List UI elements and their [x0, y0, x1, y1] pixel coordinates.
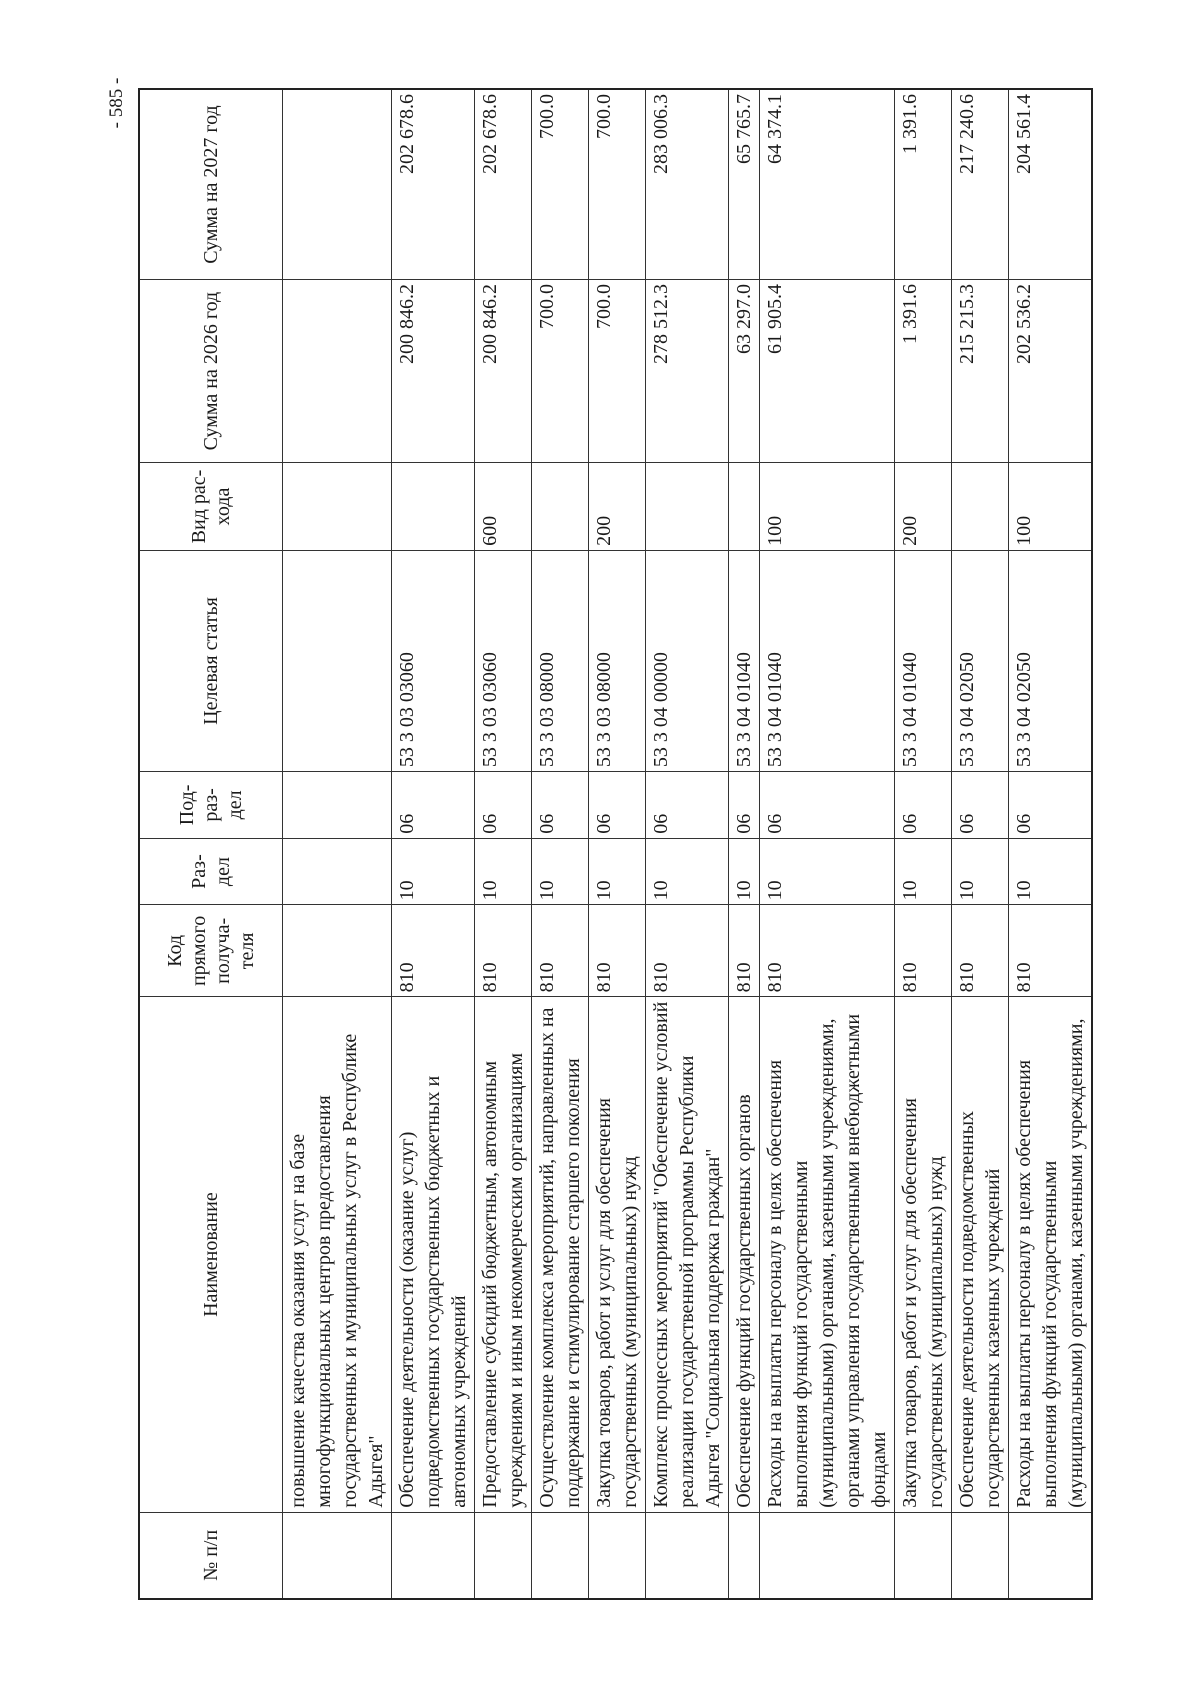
cell-name: Обеспечение функций государственных органов — [728, 997, 759, 1512]
cell-sum-2026: 215 215.3 — [951, 280, 1008, 463]
cell-subsection: 06 — [1008, 772, 1092, 839]
header-kind: Вид рас-хода — [139, 463, 282, 551]
table-row — [282, 89, 391, 1599]
cell-num — [588, 1512, 645, 1599]
cell-recipient: 810 — [728, 905, 759, 997]
cell-target: 53 3 03 08000 — [588, 550, 645, 771]
cell-kind — [645, 463, 728, 551]
table-row — [645, 89, 728, 1599]
cell-kind — [531, 463, 588, 551]
cell-section: 10 — [759, 838, 894, 905]
cell-subsection — [282, 772, 391, 839]
cell-num — [759, 1512, 894, 1599]
cell-subsection: 06 — [728, 772, 759, 839]
cell-sum-2026: 278 512.3 — [645, 280, 728, 463]
cell-num — [282, 1512, 391, 1599]
cell-recipient: 810 — [894, 905, 951, 997]
cell-sum-2027: 65 765.7 — [728, 89, 759, 280]
cell-name: Обеспечение деятельности подведомственных государственных казенных учреждений — [951, 997, 1008, 1512]
cell-subsection: 06 — [474, 772, 531, 839]
cell-recipient: 810 — [474, 905, 531, 997]
cell-subsection: 06 — [894, 772, 951, 839]
cell-kind — [282, 463, 391, 551]
cell-name: Закупка товаров, работ и услуг для обеспечения государственных (муниципальных) нужд — [894, 997, 951, 1512]
page-number: - 585 - — [106, 77, 127, 129]
header-section: Раз-дел — [139, 838, 282, 905]
table-row — [1008, 89, 1092, 1599]
cell-sum-2027: 283 006.3 — [645, 89, 728, 280]
cell-kind — [951, 463, 1008, 551]
cell-target: 53 3 03 03060 — [474, 550, 531, 771]
cell-target: 53 3 04 01040 — [728, 550, 759, 771]
cell-sum-2026: 200 846.2 — [474, 280, 531, 463]
header-recipient: Код прямого получа-теля — [139, 905, 282, 997]
cell-num — [894, 1512, 951, 1599]
table-row — [588, 89, 645, 1599]
cell-target: 53 3 04 01040 — [759, 550, 894, 771]
cell-name: повышение качества оказания услуг на базе многофункциональных центров предоставления государственных и муниципальных услуг в Республике Адыгея" — [282, 997, 391, 1512]
cell-kind — [391, 463, 474, 551]
cell-sum-2026: 200 846.2 — [391, 280, 474, 463]
cell-recipient: 810 — [531, 905, 588, 997]
cell-kind — [728, 463, 759, 551]
cell-num — [474, 1512, 531, 1599]
cell-target: 53 3 03 03060 — [391, 550, 474, 771]
table-row — [951, 89, 1008, 1599]
table-row — [531, 89, 588, 1599]
cell-name: Обеспечение деятельности (оказание услуг) подведомственных государственных бюджетных и автономных учреждений — [391, 997, 474, 1512]
cell-kind: 600 — [474, 463, 531, 551]
cell-name: Закупка товаров, работ и услуг для обеспечения государственных (муниципальных) нужд — [588, 997, 645, 1512]
cell-section — [282, 838, 391, 905]
cell-recipient: 810 — [588, 905, 645, 997]
table-row — [474, 89, 531, 1599]
cell-subsection: 06 — [759, 772, 894, 839]
cell-name: Предоставление субсидий бюджетным, автономным учреждениям и иным некоммерческим организациям — [474, 997, 531, 1512]
cell-subsection: 06 — [391, 772, 474, 839]
table-row — [894, 89, 951, 1599]
table-row — [728, 89, 759, 1599]
cell-section: 10 — [894, 838, 951, 905]
cell-sum-2026: 700.0 — [531, 280, 588, 463]
cell-kind: 200 — [894, 463, 951, 551]
cell-target: 53 3 03 08000 — [531, 550, 588, 771]
cell-target: 53 3 04 02050 — [951, 550, 1008, 771]
cell-sum-2027: 700.0 — [588, 89, 645, 280]
cell-num — [951, 1512, 1008, 1599]
cell-section: 10 — [531, 838, 588, 905]
cell-name: Расходы на выплаты персоналу в целях обеспечения выполнения функций государственными (муниципальными) органами, казенными учреждениями, органами управления государственными внебюджетными фондами — [759, 997, 894, 1512]
cell-subsection: 06 — [951, 772, 1008, 839]
cell-section: 10 — [588, 838, 645, 905]
cell-sum-2027 — [282, 89, 391, 280]
cell-section: 10 — [1008, 838, 1092, 905]
cell-sum-2026: 202 536.2 — [1008, 280, 1092, 463]
cell-recipient — [282, 905, 391, 997]
cell-recipient: 810 — [951, 905, 1008, 997]
cell-target — [282, 550, 391, 771]
budget-table — [138, 88, 1093, 1600]
cell-sum-2026: 61 905.4 — [759, 280, 894, 463]
cell-num — [1008, 1512, 1092, 1599]
header-sum-2026: Сумма на 2026 год — [139, 280, 282, 463]
table-row — [391, 89, 474, 1599]
cell-recipient: 810 — [391, 905, 474, 997]
cell-subsection: 06 — [531, 772, 588, 839]
cell-sum-2027: 1 391.6 — [894, 89, 951, 280]
cell-sum-2026: 63 297.0 — [728, 280, 759, 463]
cell-num — [728, 1512, 759, 1599]
cell-sum-2027: 64 374.1 — [759, 89, 894, 280]
cell-sum-2027: 202 678.6 — [474, 89, 531, 280]
cell-name: Осуществление комплекса мероприятий, направленных на поддержание и стимулирование старшего поколения — [531, 997, 588, 1512]
cell-section: 10 — [391, 838, 474, 905]
cell-recipient: 810 — [1008, 905, 1092, 997]
header-target: Целевая статья — [139, 550, 282, 771]
cell-section: 10 — [951, 838, 1008, 905]
cell-name: Комплекс процессных мероприятий "Обеспечение условий реализации государственной программы Республики Адыгея "Социальная поддержка граждан" — [645, 997, 728, 1512]
cell-target: 53 3 04 00000 — [645, 550, 728, 771]
cell-kind: 200 — [588, 463, 645, 551]
cell-num — [531, 1512, 588, 1599]
cell-sum-2026: 700.0 — [588, 280, 645, 463]
cell-section: 10 — [728, 838, 759, 905]
cell-sum-2027: 700.0 — [531, 89, 588, 280]
cell-recipient: 810 — [759, 905, 894, 997]
cell-kind: 100 — [759, 463, 894, 551]
table-row — [759, 89, 894, 1599]
cell-section: 10 — [645, 838, 728, 905]
cell-sum-2027: 217 240.6 — [951, 89, 1008, 280]
cell-sum-2027: 202 678.6 — [391, 89, 474, 280]
header-subsection: Под-раз-дел — [139, 772, 282, 839]
cell-sum-2027: 204 561.4 — [1008, 89, 1092, 280]
cell-subsection: 06 — [588, 772, 645, 839]
header-name: Наименование — [139, 997, 282, 1512]
header-num: № п/п — [139, 1512, 282, 1599]
cell-subsection: 06 — [645, 772, 728, 839]
cell-num — [645, 1512, 728, 1599]
cell-target: 53 3 04 02050 — [1008, 550, 1092, 771]
cell-recipient: 810 — [645, 905, 728, 997]
table-header — [139, 89, 282, 1599]
cell-section: 10 — [474, 838, 531, 905]
cell-num — [391, 1512, 474, 1599]
cell-kind: 100 — [1008, 463, 1092, 551]
cell-sum-2026 — [282, 280, 391, 463]
cell-sum-2026: 1 391.6 — [894, 280, 951, 463]
cell-target: 53 3 04 01040 — [894, 550, 951, 771]
cell-name: Расходы на выплаты персоналу в целях обеспечения выполнения функций государственными (муниципальными) органами, казенными учреждениями, — [1008, 997, 1092, 1512]
header-sum-2027: Сумма на 2027 год — [139, 89, 282, 280]
